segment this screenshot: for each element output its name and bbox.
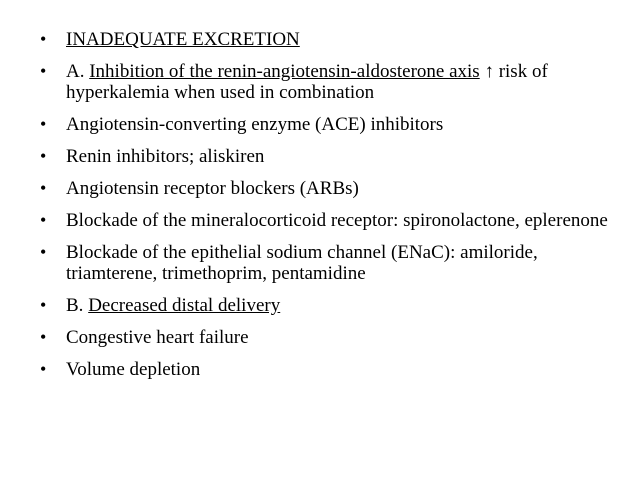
bullet-icon: •: [40, 327, 47, 347]
underlined-text: Decreased distal delivery: [88, 295, 281, 316]
bullet-list: [40, 29, 630, 391]
item-text: Blockade of the mineralocorticoid receptor: spironolactone, eplerenone: [66, 210, 608, 231]
item-text: Blockade of the epithelial sodium channel (ENaC): amiloride, triamterene, trimethoprim, pentamidine: [66, 242, 538, 284]
list-item: [40, 210, 630, 231]
bullet-icon: •: [40, 178, 47, 198]
bullet-icon: •: [40, 29, 47, 49]
list-item: [40, 146, 630, 167]
item-prefix: A.: [66, 61, 90, 82]
bullet-icon: •: [40, 210, 47, 230]
underlined-text: Inhibition of the renin-angiotensin-aldosterone axis: [89, 61, 480, 82]
list-item: [40, 178, 630, 199]
list-item: [40, 29, 630, 50]
list-item: [40, 295, 630, 316]
bullet-icon: •: [40, 146, 47, 166]
item-text: Renin inhibitors; aliskiren: [66, 146, 265, 167]
item-text: Angiotensin-converting enzyme (ACE) inhibitors: [66, 114, 444, 135]
heading-inadequate-excretion: INADEQUATE EXCRETION: [66, 29, 300, 50]
bullet-icon: •: [40, 114, 47, 134]
list-item: [40, 242, 630, 284]
list-item: [40, 327, 630, 348]
item-text: Angiotensin receptor blockers (ARBs): [66, 178, 359, 199]
list-item: [40, 114, 630, 135]
list-item: [40, 61, 630, 103]
item-prefix: B.: [66, 295, 89, 316]
list-item: [40, 359, 630, 380]
bullet-icon: •: [40, 242, 47, 262]
bullet-icon: •: [40, 359, 47, 379]
bullet-icon: •: [40, 61, 47, 81]
item-text: Volume depletion: [66, 359, 201, 380]
bullet-icon: •: [40, 295, 47, 315]
item-text: Congestive heart failure: [66, 327, 249, 348]
item-text: ↑ risk of hyperkalemia when used in combination: [66, 61, 548, 103]
